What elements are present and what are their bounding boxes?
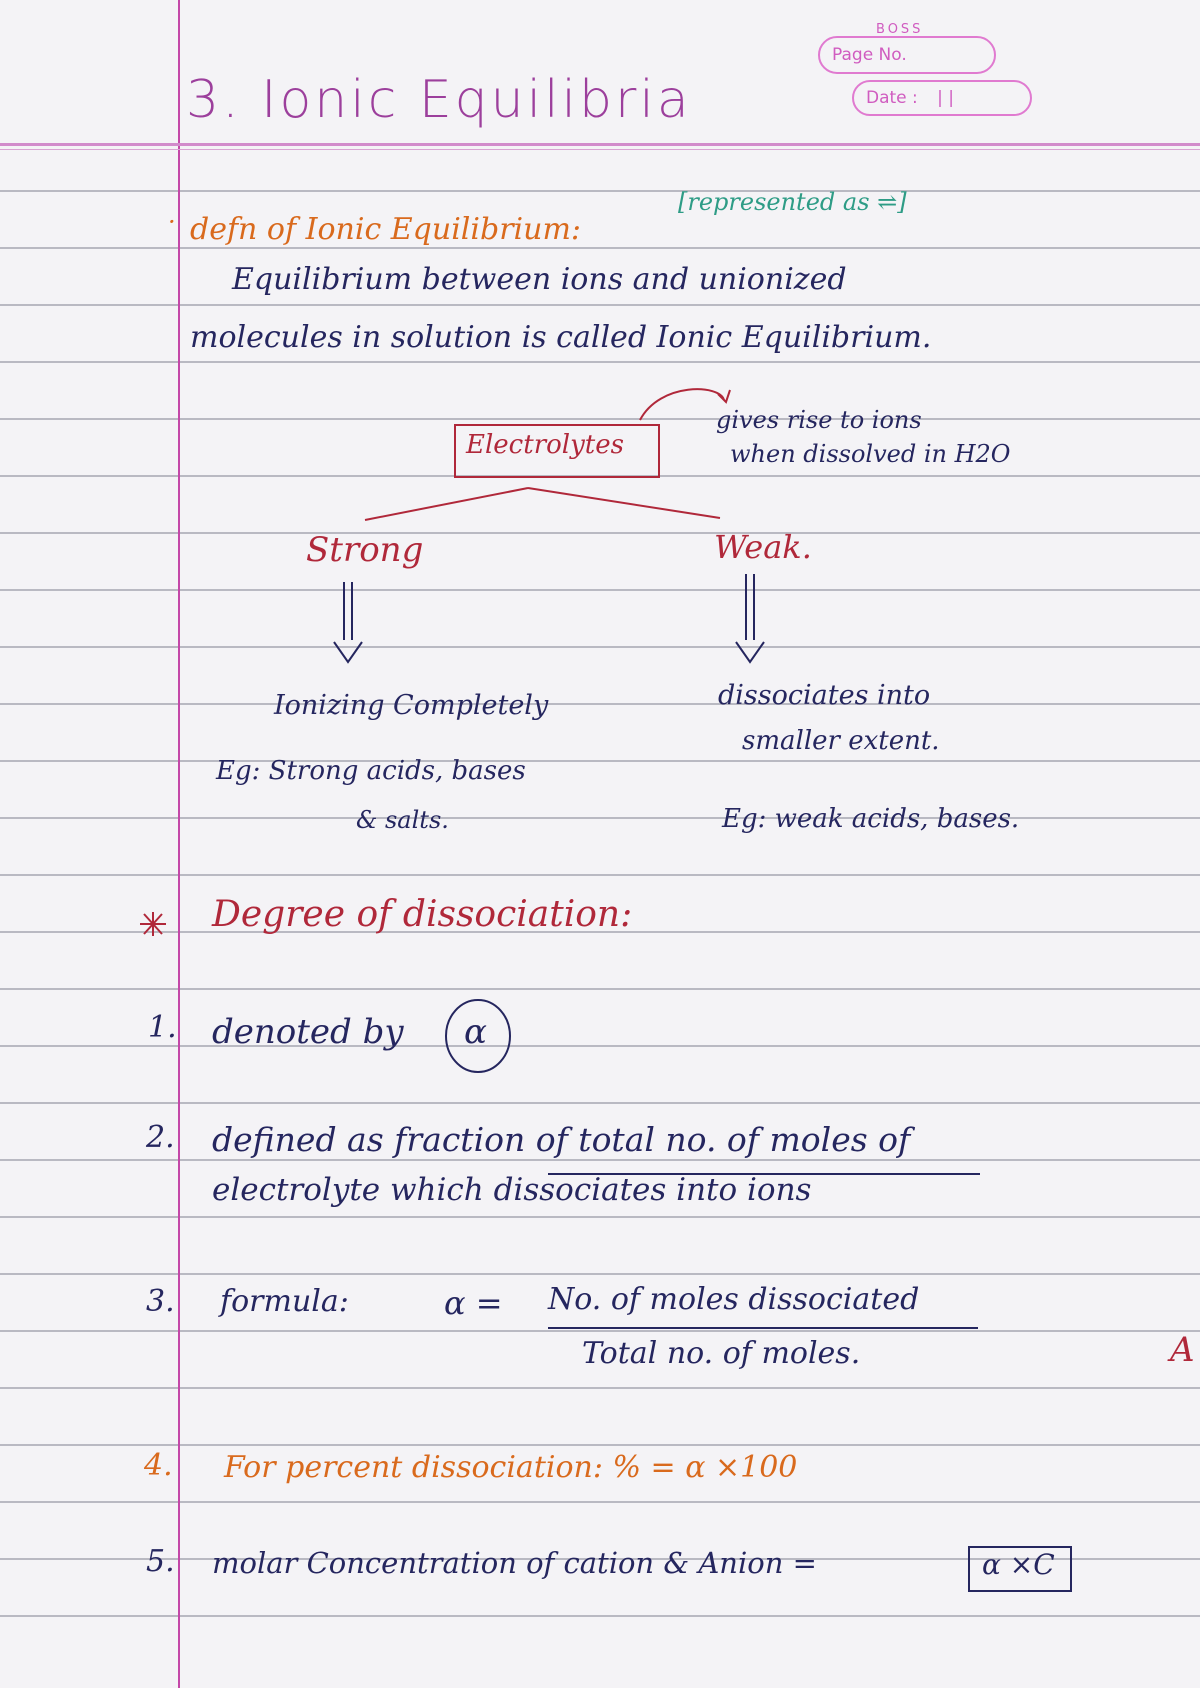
edge-fragment: A bbox=[1170, 1330, 1195, 1370]
strong-label: Strong bbox=[306, 530, 424, 570]
electrolytes-label: Electrolytes bbox=[466, 430, 624, 460]
point-4-text: For percent dissociation: % = α ×100 bbox=[224, 1450, 798, 1485]
date-value: | | bbox=[937, 88, 955, 108]
alpha-symbol: α bbox=[464, 1012, 487, 1052]
point-2-line-1: defined as fraction of total no. of moles of bbox=[212, 1120, 911, 1159]
formula-numerator: No. of moles dissociated bbox=[548, 1282, 920, 1317]
point-1-text: denoted by bbox=[212, 1012, 404, 1052]
strong-description: Ionizing Completely bbox=[274, 690, 549, 721]
point-1-number: 1. bbox=[148, 1010, 177, 1045]
date-label: Date : bbox=[866, 88, 918, 108]
point-5-text: molar Concentration of cation & Anion = bbox=[212, 1546, 817, 1580]
strong-example-2: & salts. bbox=[356, 806, 449, 834]
point-3-label: formula: bbox=[220, 1284, 349, 1319]
definition-line-1: Equilibrium between ions and unionized bbox=[232, 262, 847, 297]
electrolytes-note-1: gives rise to ions bbox=[716, 406, 922, 434]
weak-label: Weak. bbox=[714, 528, 812, 566]
definition-line-2: molecules in solution is called Ionic Equilibrium. bbox=[190, 320, 932, 355]
page-title: 3. Ionic Equilibria bbox=[186, 70, 692, 130]
fraction-bar bbox=[548, 1327, 978, 1329]
answer-box-text: α ×C bbox=[982, 1548, 1055, 1581]
point-3-number: 3. bbox=[146, 1284, 175, 1319]
definition-heading: defn of Ionic Equilibrium: bbox=[190, 212, 582, 247]
brand-label: BOSS bbox=[876, 22, 924, 37]
strong-example-1: Eg: Strong acids, bases bbox=[216, 756, 526, 786]
section-heading: Degree of dissociation: bbox=[212, 894, 633, 935]
definition-note: [represented as ⇌] bbox=[678, 188, 907, 216]
point-2-number: 2. bbox=[146, 1120, 175, 1155]
point-5-number: 5. bbox=[146, 1544, 175, 1579]
electrolytes-note-2: when dissolved in H2O bbox=[730, 440, 1011, 468]
point-2-line-2: electrolyte which dissociates into ions bbox=[212, 1172, 812, 1208]
bullet-dot: · bbox=[168, 208, 176, 236]
weak-description-2: smaller extent. bbox=[742, 726, 940, 756]
page-number-label: Page No. bbox=[832, 45, 907, 65]
point-4-number: 4. bbox=[144, 1448, 173, 1483]
weak-description-1: dissociates into bbox=[718, 680, 931, 711]
point-3-alpha: α = bbox=[444, 1284, 503, 1322]
formula-denominator: Total no. of moles. bbox=[582, 1336, 861, 1371]
weak-example: Eg: weak acids, bases. bbox=[722, 804, 1020, 834]
